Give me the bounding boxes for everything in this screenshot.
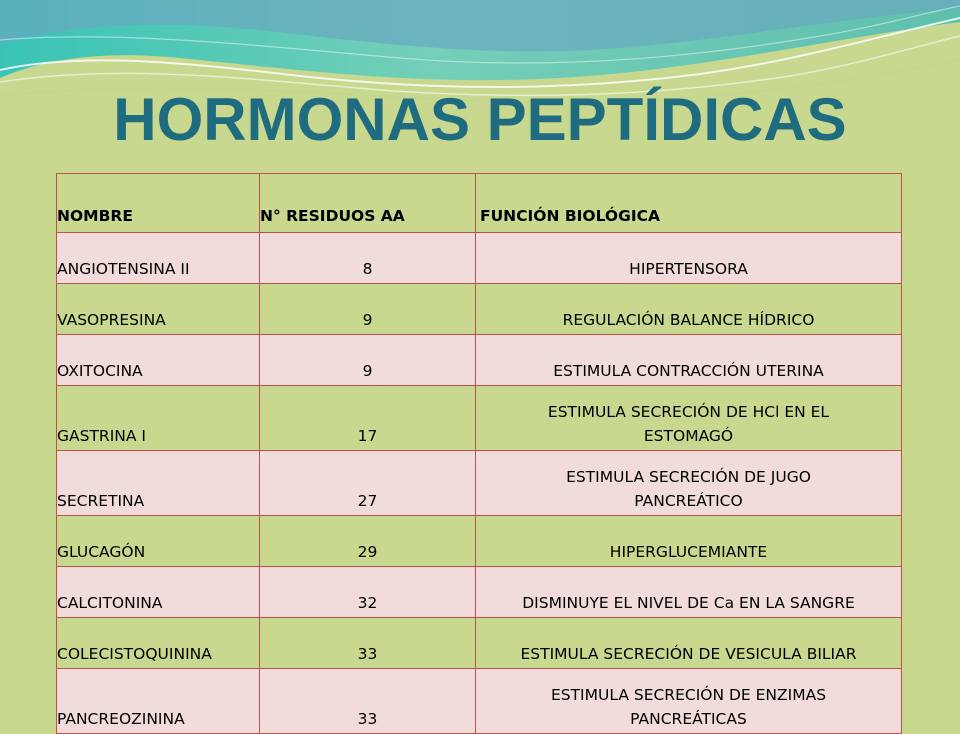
function-line: HIPERTENSORA bbox=[629, 260, 748, 278]
hormone-name: OXITOCINA bbox=[57, 335, 260, 386]
residue-count: 29 bbox=[260, 516, 476, 567]
column-header-function: FUNCIÓN BIOLÓGICA bbox=[476, 174, 902, 233]
function-line: PANCREÁTICAS bbox=[630, 710, 747, 728]
table-row bbox=[57, 516, 902, 567]
residue-count: 32 bbox=[260, 567, 476, 618]
function-line: ESTIMULA SECRECIÓN DE HCl EN EL bbox=[547, 403, 830, 421]
hormones-table bbox=[56, 173, 902, 734]
residue-count: 9 bbox=[260, 335, 476, 386]
residue-count: 17 bbox=[260, 386, 476, 451]
hormone-name: SECRETINA bbox=[57, 451, 260, 516]
table-row bbox=[57, 451, 902, 516]
function-line: DISMINUYE EL NIVEL DE Ca EN LA SANGRE bbox=[522, 594, 855, 612]
biological-function bbox=[476, 516, 902, 567]
residue-count: 9 bbox=[260, 284, 476, 335]
function-line: REGULACIÓN BALANCE HÍDRICO bbox=[562, 311, 815, 329]
biological-function bbox=[476, 284, 902, 335]
hormone-name: COLECISTOQUININA bbox=[57, 618, 260, 669]
table-row bbox=[57, 669, 902, 734]
hormone-name: GLUCAGÓN bbox=[57, 516, 260, 567]
hormone-name: VASOPRESINA bbox=[57, 284, 260, 335]
function-line: ESTIMULA SECRECIÓN DE ENZIMAS bbox=[550, 686, 827, 704]
hormone-name: CALCITONINA bbox=[57, 567, 260, 618]
table-header-row bbox=[57, 174, 902, 233]
table-row bbox=[57, 618, 902, 669]
function-line: HIPERGLUCEMIANTE bbox=[609, 543, 768, 561]
table-row bbox=[57, 335, 902, 386]
biological-function bbox=[476, 335, 902, 386]
biological-function bbox=[476, 669, 902, 734]
table-row bbox=[57, 386, 902, 451]
biological-function bbox=[476, 618, 902, 669]
hormone-name: ANGIOTENSINA II bbox=[57, 233, 260, 284]
function-line: PANCREÁTICO bbox=[634, 492, 743, 510]
table-row bbox=[57, 284, 902, 335]
residue-count: 27 bbox=[260, 451, 476, 516]
residue-count: 33 bbox=[260, 669, 476, 734]
residue-count: 33 bbox=[260, 618, 476, 669]
table-row bbox=[57, 233, 902, 284]
biological-function bbox=[476, 451, 902, 516]
page-title: HORMONAS PEPTÍDICAS bbox=[113, 86, 847, 153]
function-line: ESTOMAGÓ bbox=[643, 427, 734, 445]
hormones-table-container bbox=[56, 173, 902, 734]
column-header-residues: N° RESIDUOS AA bbox=[260, 174, 476, 233]
hormone-name: GASTRINA I bbox=[57, 386, 260, 451]
function-line: ESTIMULA SECRECIÓN DE VESICULA BILIAR bbox=[520, 645, 857, 663]
column-header-name: NOMBRE bbox=[57, 174, 260, 233]
biological-function bbox=[476, 567, 902, 618]
biological-function bbox=[476, 233, 902, 284]
hormone-name: PANCREOZININA bbox=[57, 669, 260, 734]
residue-count: 8 bbox=[260, 233, 476, 284]
function-line: ESTIMULA CONTRACCIÓN UTERINA bbox=[553, 362, 824, 380]
function-line: ESTIMULA SECRECIÓN DE JUGO bbox=[566, 468, 811, 486]
biological-function bbox=[476, 386, 902, 451]
table-row bbox=[57, 567, 902, 618]
